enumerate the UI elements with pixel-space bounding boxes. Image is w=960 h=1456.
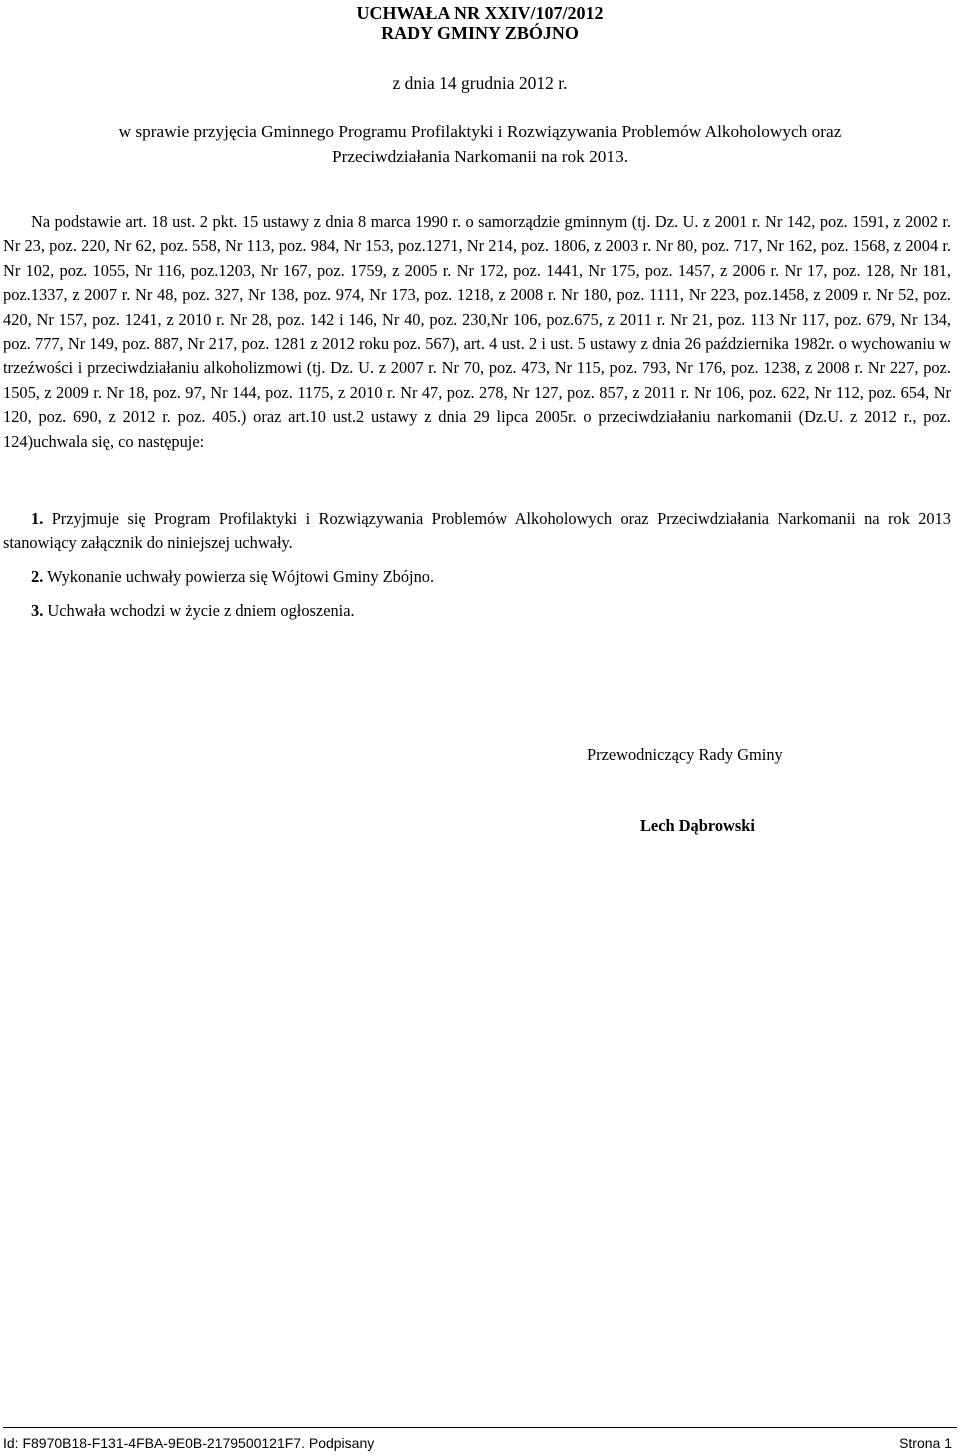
paragraph-1 [3,507,951,556]
document-date: z dnia 14 grudnia 2012 r. [392,73,568,93]
footer-document-id: Id: F8970B18-F131-4FBA-9E0B-2179500121F7. Podpisany [3,1435,375,1451]
paragraph-1-number: 1. [31,509,44,528]
paragraph-2-text: Wykonanie uchwały powierza się Wójtowi Gminy Zbójno. [43,567,435,586]
paragraph-2-number: 2. [31,567,44,586]
footer-divider [3,1427,957,1428]
document-subject-line2: Przeciwdziałania Narkomanii na rok 2013. [331,147,629,166]
legal-basis-paragraph: Na podstawie art. 18 ust. 2 pkt. 15 ustawy z dnia 8 marca 1990 r. o samorządzie gminnym (tj. Dz. U. z 2001 r. Nr 142, poz. 1591, z 2002 r. Nr 23, poz. 220, Nr 62, poz. 558, Nr 113, poz. 984, Nr 153, poz.1271, Nr 214, poz. 1806, z 2003 r. Nr 80, poz. 717, Nr 162, poz. 1568, z 2004 r. Nr 102, poz. 1055, Nr 116, poz.1203, Nr 167, poz. 1759, z 2005 r. Nr 172, poz. 1441, Nr 175, poz. 1457, z 2006 r. Nr 17, poz. 128, Nr 181, poz.1337, z 2007 r. Nr 48, poz. 327, Nr 138, poz. 974, Nr 173, poz. 1218, z 2008 r. Nr 180, poz. 1111, Nr 223, poz.1458, z 2009 r. Nr 52, poz. 420, Nr 157, poz. 1241, z 2010 r. Nr 28, poz. 142 i 146, Nr 40, poz. 230,Nr 106, poz.675, z 2011 r. Nr 21, poz. 113 Nr 117, poz. 679, Nr 134, poz. 777, Nr 149, poz. 887, Nr 217, poz. 1281 z 2012 roku poz. 567), art. 4 ust. 2 i ust. 5 ustawy z dnia 26 października 1982r. o wychowaniu w trzeźwości i przeciwdziałaniu alkoholizmowi (tj. Dz. U. z 2007 r. Nr 70, poz. 473, Nr 115, poz. 793, Nr 176, poz. 1238, z 2008 r. Nr 227, poz. 1505, z 2009 r. Nr 18, poz. 97, Nr 144, poz. 1175, z 2010 r. Nr 47, poz. 278, Nr 127, poz. 857, z 2011 r. Nr 106, poz. 622, Nr 112, poz. 654, Nr 120, poz. 690, z 2012 r. poz. 405.) oraz art.10 ust.2 ustawy z dnia 29 lipca 2005r. o przeciwdziałaniu narkomanii (Dz.U. z 2012 r., poz. 124)uchwala się, co następuje: [3,212,951,451]
paragraph-3-text: Uchwała wchodzi w życie z dniem ogłoszenia. [43,601,355,620]
signature-name: Lech Dąbrowski [640,816,755,835]
document-subject-line1: w sprawie przyjęcia Gminnego Programu Profilaktyki i Rozwiązywania Problemów Alkoholowych oraz [118,122,842,141]
paragraph-3-number: 3. [31,601,44,620]
footer-page-number: Strona 1 [899,1435,952,1451]
paragraph-2 [3,565,951,589]
document-title-line1: UCHWAŁA NR XXIV/107/2012 [356,3,604,23]
document-title-line2: RADY GMINY ZBÓJNO [381,23,579,43]
paragraph-3 [3,599,951,623]
signature-title: Przewodniczący Rady Gminy [587,745,783,764]
paragraph-1-text: Przyjmuje się Program Profilaktyki i Rozwiązywania Problemów Alkoholowych oraz Przeciwdziałania Narkomanii na rok 2013 stanowiący załącznik do niniejszej uchwały. [3,509,951,553]
